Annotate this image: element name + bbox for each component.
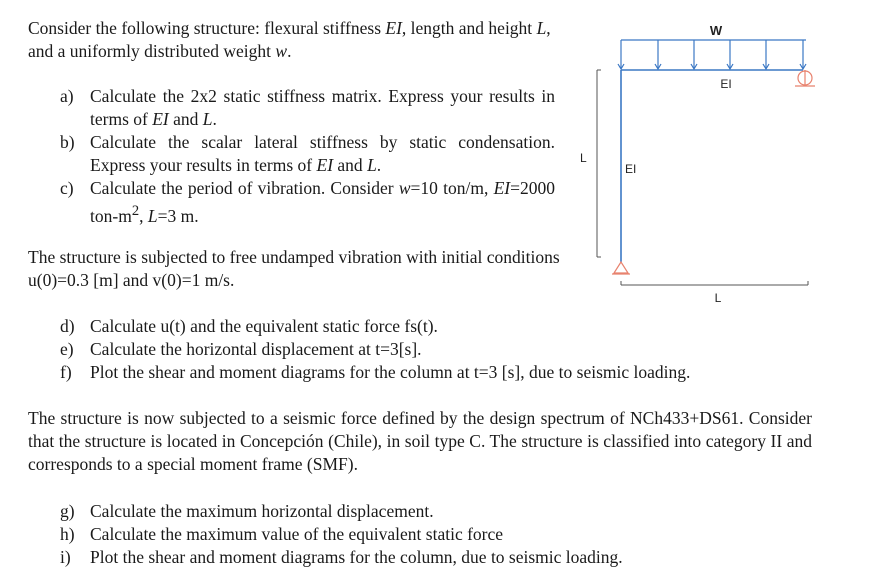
question-a: a) Calculate the 2x2 static stiffness matrix. Express your results in terms of EI and L.: [60, 86, 555, 129]
question-g: g) Calculate the maximum horizontal displacement.: [60, 501, 434, 521]
question-i: i) Plot the shear and moment diagrams for the column, due to seismic loading.: [60, 547, 623, 567]
question-e: e) Calculate the horizontal displacement at t=3[s].: [60, 339, 422, 359]
question-h: h) Calculate the maximum value of the equivalent static force: [60, 524, 504, 544]
load-label: W: [709, 23, 723, 38]
question-list-def: [60, 315, 840, 384]
structure-figure: [570, 10, 830, 310]
question-c: c) Calculate the period of vibration. Consider w=10 ton/m, EI=2000 ton-$m^2$, L=3 m.: [60, 178, 555, 226]
question-b: b) Calculate the scalar lateral stiffness by static condensation. Express your results in terms of EI and L.: [60, 132, 555, 175]
height-dimension: [597, 70, 601, 257]
length-label: L: [714, 291, 722, 305]
roller-support-icon: [795, 70, 815, 86]
free-vibration-paragraph: The structure is subjected to free undamped vibration with initial conditions u(0)=0.3 [m] and v(0)=1 m/s.: [28, 247, 560, 290]
load-arrows: [618, 40, 806, 69]
question-list-ghi: [60, 500, 840, 569]
question-d: d) Calculate u(t) and the equivalent static force fs(t).: [60, 316, 438, 336]
distributed-load: [618, 40, 806, 69]
length-dimension: [621, 281, 808, 285]
column-label: EI: [625, 162, 637, 176]
beam-label: EI: [720, 77, 732, 91]
pinned-support-icon: [612, 262, 630, 274]
height-label: L: [580, 151, 587, 165]
seismic-paragraph: The structure is now subjected to a seismic force defined by the design spectrum of NCh433+DS61. Consider that the structure is located in Concepción (Chile), in soil type C. The structure is classified into category II and corresponds to a special moment frame (SMF).: [28, 408, 812, 474]
intro-paragraph: Consider the following structure: flexural stiffness EI, length and height L, and a uniformly distributed weight w.: [28, 18, 551, 61]
question-list-abc: [60, 85, 555, 228]
question-f: f) Plot the shear and moment diagrams for the column at t=3 [s], due to seismic loading.: [60, 362, 691, 382]
